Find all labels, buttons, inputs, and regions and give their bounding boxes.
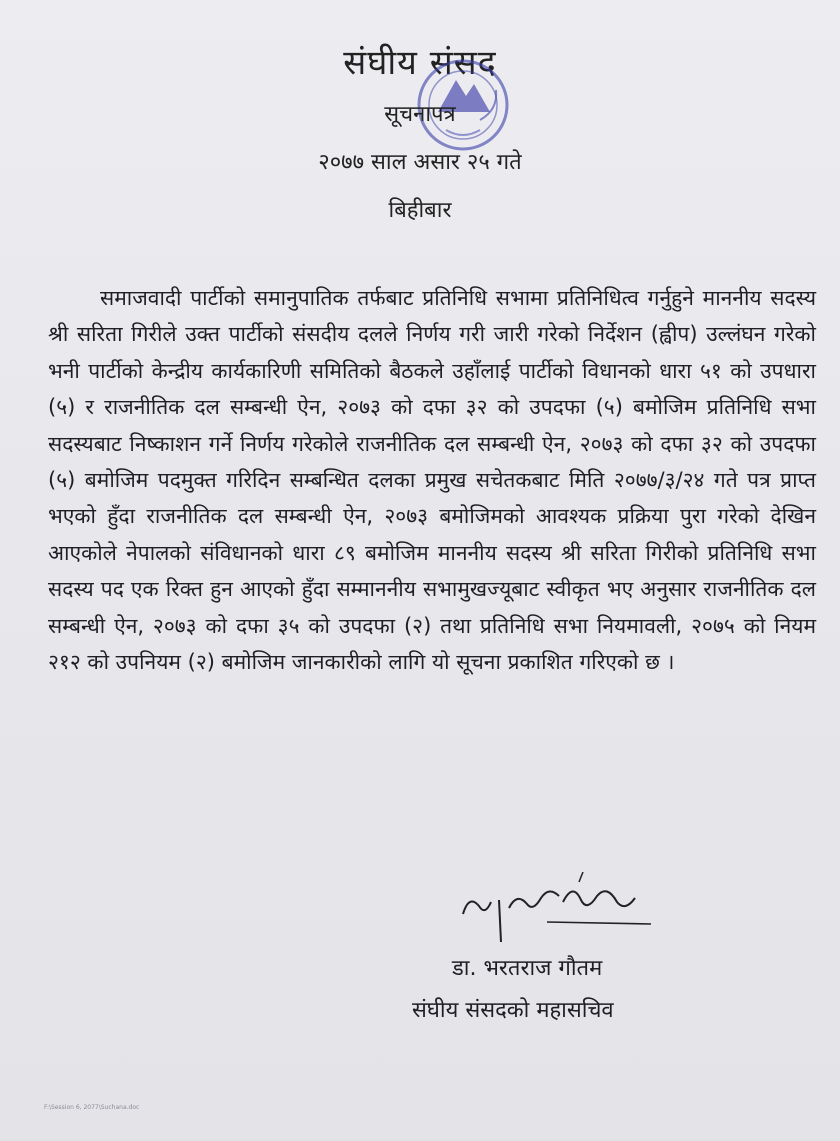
notice-body: समाजवादी पार्टीको समानुपातिक तर्फबाट प्रतिनिधि सभामा प्रतिनिधित्व गर्नुहुने माननीय सदस्य श्री सरिता गिरीले उक्त पार्टीको संसदीय दलले निर्णय गरी जारी गरेको निर्देशन (ह्वीप) उल्लंघन गरेको भनी पार्टीको केन्द्रीय कार्यकारिणी समितिको बैठकले उहाँलाई पार्टीको विधानको धारा ५१ को उपधारा (५) र राजनीतिक दल सम्बन्धी ऐन, २०७३ को दफा ३२ को उपदफा (५) बमोजिम प्रतिनिधि सभा सदस्यबाट निष्काशन गर्ने निर्णय गरेकोले राजनीतिक दल सम्बन्धी ऐन, २०७३ को दफा ३२ को उपदफा (५) बमोजिम पदमुक्त गरिदिन सम्बन्धित दलका प्रमुख सचेतकबाट मिति २०७७/३/२४ गते पत्र प्राप्त भएको हुँदा राजनीतिक दल सम्बन्धी ऐन, २०७३ बमोजिमको आवश्यक प्रक्रिया पुरा गरेको देखिन आएकोले नेपालको संविधानको धारा ८९ बमोजिम माननीय सदस्य श्री सरिता गिरीको प्रतिनिधि सभा सदस्य पद एक रिक्त हुन आएको हुँदा सम्माननीय सभामुखज्यूबाट स्वीकृत भए अनुसार राजनीतिक दल सम्बन्धी ऐन, २०७३ को दफा ३५ को उपदफा (२) तथा प्रतिनिधि सभा नियमावली, २०७५ को नियम २१२ को उपनियम (२) बमोजिम जानकारीको लागि यो सूचना प्रकाशित गरिएको छ । [48,286,816,675]
document-day: बिहीबार [388,198,452,223]
handwritten-signature [455,872,675,942]
document-date: २०७७ साल असार २५ गते [318,150,522,175]
file-path-note: F:\Session 6, 2077\Suchana.doc [44,1104,140,1111]
signatory-name: डा. भरतराज गौतम [452,956,603,981]
signatory-title: संघीय संसदको महासचिव [412,998,614,1023]
document-title: संघीय संसद [343,43,497,83]
document-subtitle: सूचनापत्र [384,102,456,127]
